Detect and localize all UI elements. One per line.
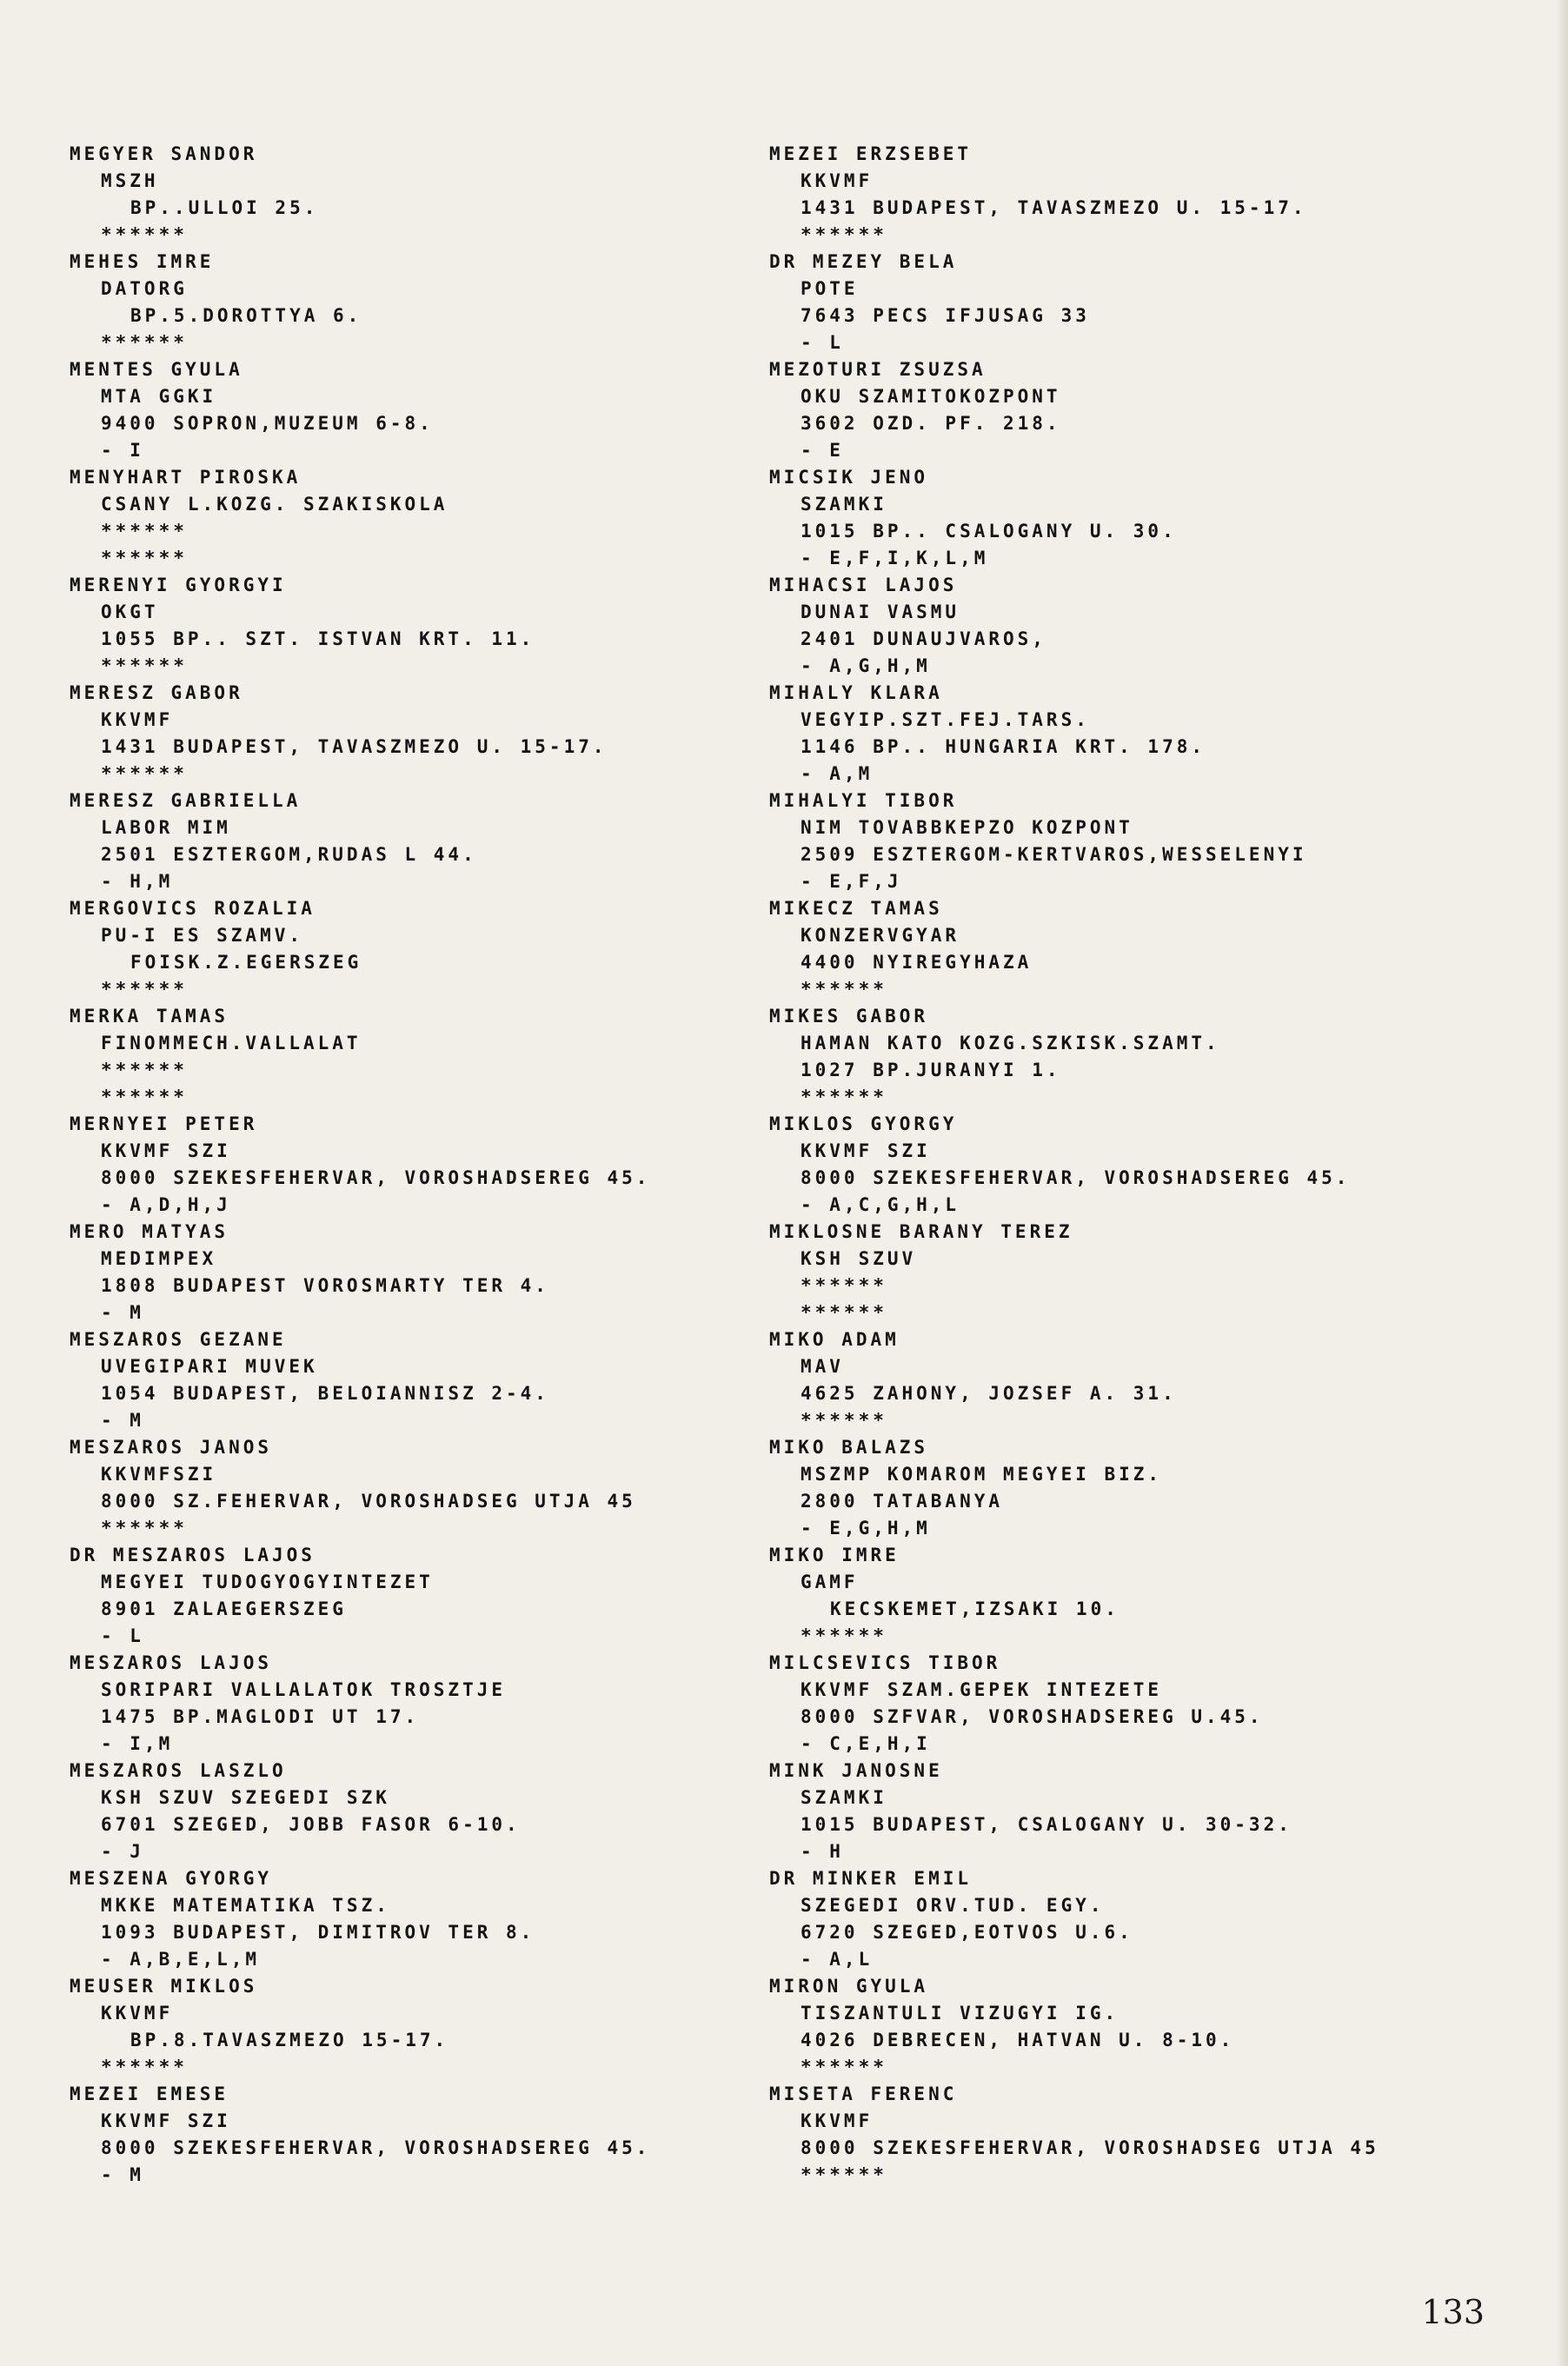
- entry-line: KSH SZUV SZEGEDI SZK: [101, 1787, 390, 1808]
- entry-line: 1431 BUDAPEST, TAVASZMEZO U. 15-17.: [101, 736, 608, 757]
- entry-line: 2800 TATABANYA: [801, 1491, 1004, 1512]
- entry-line: - H: [801, 1841, 844, 1862]
- entry-name: MERO MATYAS: [70, 1221, 229, 1242]
- entry-name: MEHES IMRE: [70, 251, 215, 272]
- entry-name: MIKO ADAM: [769, 1329, 900, 1350]
- entry-line: 8000 SZEKESFEHERVAR, VOROSHADSEREG 45.: [101, 1167, 651, 1188]
- entry-line: GAMF: [801, 1572, 859, 1592]
- entry-name: MIKLOS GYORGY: [769, 1113, 958, 1134]
- directory-entry: [70, 1973, 765, 2081]
- entry-line: FINOMMECH.VALLALAT: [101, 1033, 362, 1053]
- entry-line: OKU SZAMITOKOZPONT: [801, 386, 1061, 407]
- entry-line: ******: [101, 1518, 188, 1539]
- directory-entry: [769, 572, 1551, 680]
- entry-line: BP.5.DOROTTYA 6.: [130, 305, 362, 326]
- directory-entry: [70, 1865, 765, 1973]
- entry-line: HAMAN KATO KOZG.SZKISK.SZAMT.: [801, 1033, 1220, 1053]
- entry-line: 1146 BP.. HUNGARIA KRT. 178.: [801, 736, 1206, 757]
- entry-line: ******: [101, 655, 188, 676]
- entry-line: - L: [101, 1625, 144, 1646]
- directory-entry: [70, 249, 765, 356]
- entry-line: KONZERVGYAR: [801, 925, 960, 946]
- directory-entry: [70, 572, 765, 680]
- entry-name: MEZEI ERZSEBET: [769, 143, 973, 164]
- entry-line: 1054 BUDAPEST, BELOIANNISZ 2-4.: [101, 1383, 549, 1404]
- entry-line: KKVMF: [101, 2003, 174, 2024]
- entry-line: SORIPARI VALLALATOK TROSZTJE: [101, 1679, 507, 1700]
- entry-line: KKVMF: [801, 2110, 874, 2131]
- entry-name: MIHALYI TIBOR: [769, 790, 958, 811]
- entry-line: UVEGIPARI MUVEK: [101, 1356, 318, 1377]
- entry-name: MIHALY KLARA: [769, 682, 943, 703]
- entry-name: MIKES GABOR: [769, 1006, 929, 1027]
- entry-line: ******: [801, 224, 887, 245]
- entry-line: KKVMF SZI: [101, 1140, 231, 1161]
- entry-line: 7643 PECS IFJUSAG 33: [801, 305, 1090, 326]
- entry-line: ******: [101, 521, 188, 542]
- directory-entry: [70, 680, 765, 788]
- directory-entry: [769, 1650, 1551, 1758]
- entry-name: MERNYEI PETER: [70, 1113, 258, 1134]
- entry-line: KSH SZUV: [801, 1248, 917, 1269]
- entry-name: MIKO IMRE: [769, 1545, 900, 1565]
- entry-line: - H,M: [101, 871, 174, 892]
- directory-entry: [769, 1326, 1551, 1434]
- directory-entry: [769, 464, 1551, 572]
- entry-line: - A,G,H,M: [801, 655, 931, 676]
- directory-entry: [769, 1758, 1551, 1865]
- entry-name: MINK JANOSNE: [769, 1760, 943, 1781]
- directory-entry: [769, 680, 1551, 788]
- entry-name: DR MINKER EMIL: [769, 1868, 973, 1889]
- entry-line: PU-I ES SZAMV.: [101, 925, 304, 946]
- entry-name: MEGYER SANDOR: [70, 143, 258, 164]
- entry-line: ******: [101, 1060, 188, 1080]
- entry-line: 4026 DEBRECEN, HATVAN U. 8-10.: [801, 2030, 1235, 2050]
- directory-entry: [769, 895, 1551, 1003]
- entry-line: 8000 SZEKESFEHERVAR, VOROSHADSEREG 45.: [101, 2137, 651, 2158]
- entry-name: MERGOVICS ROZALIA: [70, 898, 316, 919]
- entry-line: OKGT: [101, 601, 159, 622]
- entry-name: MEUSER MIKLOS: [70, 1976, 258, 1997]
- entry-line: - A,B,E,L,M: [101, 1949, 261, 1970]
- entry-line: DUNAI VASMU: [801, 601, 960, 622]
- entry-line: - A,L: [801, 1949, 874, 1970]
- entry-line: 1475 BP.MAGLODI UT 17.: [101, 1706, 420, 1727]
- entry-line: 1027 BP.JURANYI 1.: [801, 1060, 1061, 1080]
- entry-line: ******: [101, 332, 188, 353]
- entry-line: ******: [801, 1275, 887, 1296]
- directory-entry: [70, 1003, 765, 1111]
- entry-line: ******: [801, 2164, 887, 2185]
- entry-name: MESZAROS LAJOS: [70, 1652, 273, 1673]
- entry-line: - M: [101, 2164, 144, 2185]
- entry-line: - C,E,H,I: [801, 1733, 931, 1754]
- entry-line: 2509 ESZTERGOM-KERTVAROS,WESSELENYI: [801, 844, 1307, 865]
- entry-line: MKKE MATEMATIKA TSZ.: [101, 1895, 390, 1916]
- page-edge-shadow: [1556, 0, 1568, 2366]
- entry-line: - E,F,I,K,L,M: [801, 548, 989, 568]
- entry-name: MERENYI GYORGYI: [70, 575, 287, 595]
- entry-line: 9400 SOPRON,MUZEUM 6-8.: [101, 413, 434, 434]
- entry-line: 1431 BUDAPEST, TAVASZMEZO U. 15-17.: [801, 197, 1307, 218]
- entry-name: DR MEZEY BELA: [769, 251, 958, 272]
- directory-entry: [769, 1434, 1551, 1542]
- entry-line: 1093 BUDAPEST, DIMITROV TER 8.: [101, 1922, 535, 1943]
- entry-line: MSZH: [101, 170, 159, 191]
- entry-line: ******: [101, 979, 188, 1000]
- entry-line: CSANY L.KOZG. SZAKISKOLA: [101, 494, 448, 515]
- entry-line: KKVMF SZI: [101, 2110, 231, 2131]
- entry-line: KKVMF SZI: [801, 1140, 931, 1161]
- entry-line: MSZMP KOMAROM MEGYEI BIZ.: [801, 1464, 1163, 1485]
- entry-name: MESZAROS JANOS: [70, 1437, 273, 1458]
- entry-line: ******: [101, 548, 188, 568]
- entry-line: - E,F,J: [801, 871, 902, 892]
- entry-name: DR MESZAROS LAJOS: [70, 1545, 316, 1565]
- entry-name: MEZEI EMESE: [70, 2084, 229, 2104]
- entry-line: ******: [801, 1087, 887, 1107]
- entry-line: - M: [101, 1410, 144, 1431]
- entry-line: ******: [801, 1625, 887, 1646]
- entry-line: 6701 SZEGED, JOBB FASOR 6-10.: [101, 1814, 521, 1835]
- entry-line: BP.8.TAVASZMEZO 15-17.: [130, 2030, 449, 2050]
- directory-entry: [769, 1219, 1551, 1326]
- entry-line: MTA GGKI: [101, 386, 217, 407]
- entry-line: KKVMF: [101, 709, 174, 730]
- directory-entry: [769, 2081, 1551, 2189]
- directory-entry: [70, 1434, 765, 1542]
- entry-line: ******: [801, 1302, 887, 1323]
- entry-line: FOISK.Z.EGERSZEG: [130, 952, 362, 973]
- entry-line: MAV: [801, 1356, 844, 1377]
- entry-line: VEGYIP.SZT.FEJ.TARS.: [801, 709, 1090, 730]
- entry-line: - J: [101, 1841, 144, 1862]
- directory-entry: [769, 356, 1551, 464]
- directory-entry: [769, 1542, 1551, 1650]
- directory-entry: [70, 1542, 765, 1650]
- entry-line: ******: [101, 2057, 188, 2077]
- entry-line: KKVMF SZAM.GEPEK INTEZETE: [801, 1679, 1163, 1700]
- entry-line: - M: [101, 1302, 144, 1323]
- directory-entry: [769, 141, 1551, 249]
- entry-line: 3602 OZD. PF. 218.: [801, 413, 1061, 434]
- entry-name: MESZAROS GEZANE: [70, 1329, 287, 1350]
- directory-entry: [769, 788, 1551, 895]
- directory-entry: [769, 1003, 1551, 1111]
- entry-line: 1055 BP.. SZT. ISTVAN KRT. 11.: [101, 628, 535, 649]
- entry-line: - I,M: [101, 1733, 174, 1754]
- entry-line: 1015 BP.. CSALOGANY U. 30.: [801, 521, 1177, 542]
- entry-line: MEDIMPEX: [101, 1248, 217, 1269]
- entry-name: MIKLOSNE BARANY TEREZ: [769, 1221, 1073, 1242]
- entry-line: 1808 BUDAPEST VOROSMARTY TER 4.: [101, 1275, 549, 1296]
- entry-name: MIKO BALAZS: [769, 1437, 929, 1458]
- entry-line: ******: [101, 1087, 188, 1107]
- directory-entry: [70, 356, 765, 464]
- directory-entry: [769, 1865, 1551, 1973]
- entry-name: MERESZ GABRIELLA: [70, 790, 302, 811]
- entry-name: MERESZ GABOR: [70, 682, 243, 703]
- entry-name: MILCSEVICS TIBOR: [769, 1652, 1001, 1673]
- entry-line: 8000 SZFVAR, VOROSHADSEREG U.45.: [801, 1706, 1264, 1727]
- entry-name: MESZENA GYORGY: [70, 1868, 273, 1889]
- entry-name: MISETA FERENC: [769, 2084, 958, 2104]
- directory-entry: [70, 788, 765, 895]
- entry-line: POTE: [801, 278, 859, 299]
- entry-line: LABOR MIM: [101, 817, 231, 838]
- entry-line: SZAMKI: [801, 494, 887, 515]
- directory-entry: [769, 1111, 1551, 1219]
- directory-entry: [70, 1650, 765, 1758]
- entry-line: KKVMF: [801, 170, 874, 191]
- entry-line: - A,M: [801, 763, 874, 784]
- entry-line: - I: [101, 440, 144, 461]
- directory-entry: [70, 2081, 765, 2189]
- directory-entry: [70, 1219, 765, 1326]
- entry-line: 2501 ESZTERGOM,RUDAS L 44.: [101, 844, 477, 865]
- entry-line: NIM TOVABBKEPZO KOZPONT: [801, 817, 1133, 838]
- entry-name: MERKA TAMAS: [70, 1006, 229, 1027]
- entry-line: ******: [101, 763, 188, 784]
- directory-entry: [70, 895, 765, 1003]
- directory-entry: [70, 1758, 765, 1865]
- directory-entry: [70, 1111, 765, 1219]
- entry-line: 8000 SZEKESFEHERVAR, VOROSHADSEG UTJA 45: [801, 2137, 1379, 2158]
- entry-line: 1015 BUDAPEST, CSALOGANY U. 30-32.: [801, 1814, 1292, 1835]
- entry-line: ******: [801, 2057, 887, 2077]
- entry-line: SZEGEDI ORV.TUD. EGY.: [801, 1895, 1105, 1916]
- directory-entry: [70, 141, 765, 249]
- right-column: [769, 141, 1551, 2189]
- entry-line: 8000 SZ.FEHERVAR, VOROSHADSEG UTJA 45: [101, 1491, 636, 1512]
- entry-line: MEGYEI TUDOGYOGYINTEZET: [101, 1572, 434, 1592]
- entry-line: 4400 NYIREGYHAZA: [801, 952, 1033, 973]
- entry-line: KECSKEMET,IZSAKI 10.: [830, 1598, 1120, 1619]
- entry-line: - E,G,H,M: [801, 1518, 931, 1539]
- entry-line: 4625 ZAHONY, JOZSEF A. 31.: [801, 1383, 1177, 1404]
- entry-line: - E: [801, 440, 844, 461]
- directory-entry: [769, 249, 1551, 356]
- entry-line: ******: [101, 224, 188, 245]
- directory-entry: [769, 1973, 1551, 2081]
- directory-entry: [70, 1326, 765, 1434]
- entry-line: - A,D,H,J: [101, 1194, 231, 1215]
- entry-line: 8000 SZEKESFEHERVAR, VOROSHADSEREG 45.: [801, 1167, 1351, 1188]
- entry-name: MENYHART PIROSKA: [70, 467, 302, 488]
- entry-name: MIKECZ TAMAS: [769, 898, 943, 919]
- entry-line: 6720 SZEGED,EOTVOS U.6.: [801, 1922, 1133, 1943]
- entry-line: ******: [801, 979, 887, 1000]
- directory-entry: [70, 464, 765, 572]
- left-column: [70, 141, 765, 2189]
- entry-line: BP..ULLOI 25.: [130, 197, 319, 218]
- page-number: 133: [1421, 2293, 1485, 2331]
- entry-line: 8901 ZALAEGERSZEG: [101, 1598, 347, 1619]
- entry-line: 2401 DUNAUJVAROS,: [801, 628, 1046, 649]
- entry-name: MEZOTURI ZSUZSA: [769, 359, 987, 380]
- entry-line: - L: [801, 332, 844, 353]
- entry-name: MESZAROS LASZLO: [70, 1760, 287, 1781]
- entry-name: MICSIK JENO: [769, 467, 929, 488]
- entry-name: MENTES GYULA: [70, 359, 243, 380]
- entry-name: MIHACSI LAJOS: [769, 575, 958, 595]
- entry-line: DATORG: [101, 278, 188, 299]
- entry-line: SZAMKI: [801, 1787, 887, 1808]
- entry-line: TISZANTULI VIZUGYI IG.: [801, 2003, 1120, 2024]
- entry-line: KKVMFSZI: [101, 1464, 217, 1485]
- entry-line: - A,C,G,H,L: [801, 1194, 960, 1215]
- entry-name: MIRON GYULA: [769, 1976, 929, 1997]
- entry-line: ******: [801, 1410, 887, 1431]
